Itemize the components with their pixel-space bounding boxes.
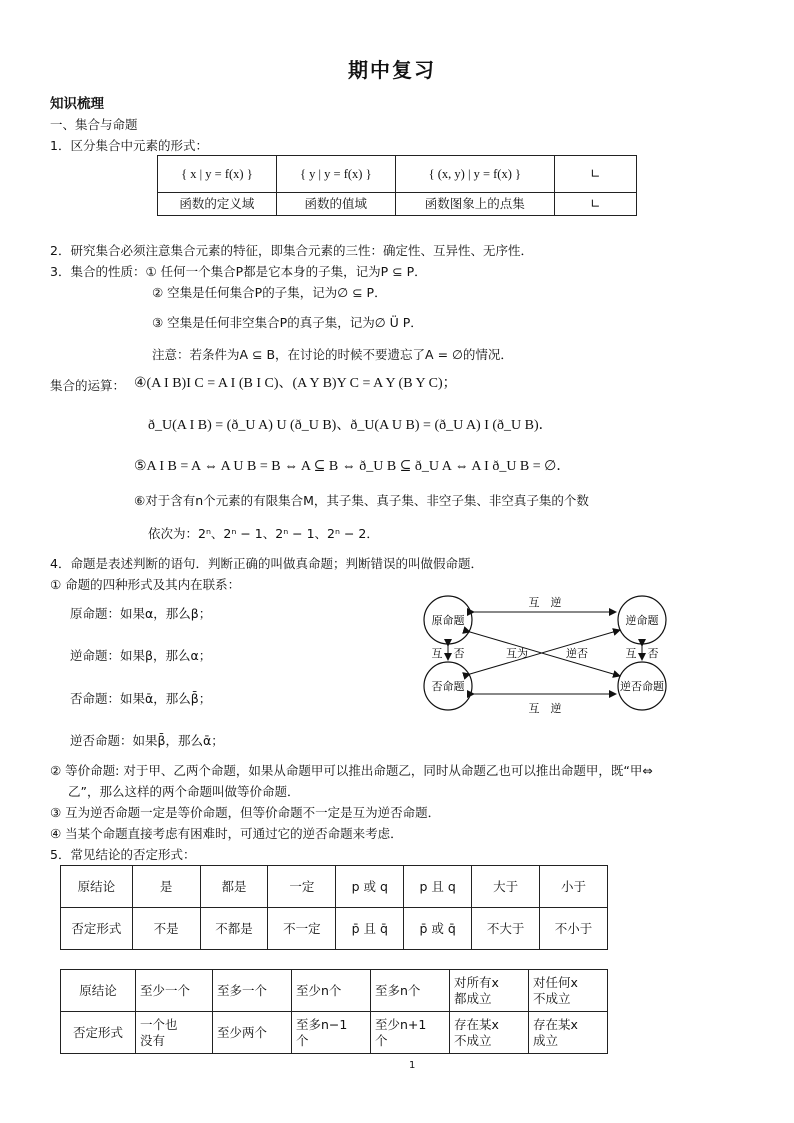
- negation-table-1: [60, 865, 608, 950]
- table1-cell: ∟: [554, 193, 636, 216]
- table3-line: 个: [296, 1032, 309, 1048]
- table1-cell: { x | y = f(x) }: [158, 156, 277, 193]
- table3-line: 存在某x: [454, 1016, 499, 1032]
- page-number: 1: [409, 1060, 416, 1071]
- table1-cell: { (x, y) | y = f(x) }: [395, 156, 554, 193]
- op-4: ④(A I B)I C = A I (B I C)、(A Y B)Y C = A Y (B Y C)；: [134, 376, 457, 391]
- label-top: 互 逆: [528, 596, 562, 609]
- arrow-diagonal-2: [470, 630, 620, 674]
- item-3c: ③ 空集是任何非空集合P的真子集，记为∅ Ü P．: [152, 315, 423, 330]
- table2-cell: 一定: [268, 866, 336, 908]
- table2-cell: 大于: [472, 866, 540, 908]
- form-converse: 逆命题：如果β，那么α；: [70, 648, 212, 663]
- op-4b: ð_U(A I B) = (ð_U A) U (ð_U B)、ð_U(A U B) = (ð_U A) I (ð_U B)．: [148, 418, 553, 433]
- table2-cell: 是: [132, 866, 200, 908]
- section-heading: 知识梳理: [50, 96, 104, 112]
- table3-cell: 至多n个: [371, 970, 450, 1012]
- table3-line: 不成立: [533, 990, 571, 1006]
- table2-cell: 否定形式: [61, 908, 133, 950]
- node-label: 原命题: [431, 614, 465, 627]
- item-4d: ④ 当某个命题直接考虑有困难时，可通过它的逆否命题来考虑．: [50, 826, 403, 841]
- item-3b: ② 空集是任何集合P的子集，记为∅ ⊆ P．: [152, 285, 387, 300]
- arrow-diagonal-1: [470, 632, 620, 676]
- proposition-relation-diagram: [410, 588, 680, 718]
- table2-cell: p̄ 或 q̄: [404, 908, 472, 950]
- table3-line: 一个也: [140, 1016, 178, 1032]
- form-contrapositive: 逆否命题：如果β̄，那么ᾱ；: [70, 733, 224, 748]
- table2-cell: 不是: [132, 908, 200, 950]
- table3-cell: [450, 1012, 529, 1054]
- table3-line: 没有: [140, 1032, 166, 1048]
- table3-line: 至少n+1: [375, 1016, 427, 1032]
- item-3-note: 注意：若条件为A ⊆ B，在讨论的时候不要遗忘了A = ∅的情况．: [152, 347, 513, 362]
- table3-line: 都成立: [454, 990, 492, 1006]
- table2-cell: p̄ 且 q̄: [336, 908, 404, 950]
- label-left-2: 否: [453, 647, 465, 660]
- table1-cell: { y | y = f(x) }: [276, 156, 395, 193]
- table2-cell: 不都是: [200, 908, 268, 950]
- item-3: 3．集合的性质：① 任何一个集合P都是它本身的子集，记为P ⊆ P．: [50, 264, 427, 279]
- node-label: 逆否命题: [620, 680, 664, 693]
- table1-cell: 函数的值域: [276, 193, 395, 216]
- table2-cell: p 且 q: [404, 866, 472, 908]
- item-1: 1．区分集合中元素的形式：: [50, 138, 208, 153]
- item-4: 4．命题是表述判断的语句．判断正确的叫做真命题；判断错误的叫做假命题．: [50, 556, 483, 571]
- table2-cell: p 或 q: [336, 866, 404, 908]
- page-title: 期中复习: [348, 58, 436, 82]
- table3-cell: [292, 1012, 371, 1054]
- table3-cell: 至少一个: [136, 970, 213, 1012]
- table3-cell: [371, 1012, 450, 1054]
- item-4b-cont: 乙”，那么这样的两个命题叫做等价命题．: [68, 784, 300, 799]
- item-4b: ② 等价命题: 对于甲、乙两个命题，如果从命题甲可以推出命题乙，同时从命题乙也可以推出命题甲，既“甲⇔: [50, 763, 653, 778]
- table3-cell: [529, 1012, 608, 1054]
- table1-cell: 函数图象上的点集: [395, 193, 554, 216]
- table3-line: 对所有x: [454, 974, 499, 990]
- op-6: ⑥对于含有n个元素的有限集合M，其子集、真子集、非空子集、非空真子集的个数: [134, 493, 589, 508]
- table2-cell: 不小于: [540, 908, 608, 950]
- table2-cell: 小于: [540, 866, 608, 908]
- label-bottom: 互 逆: [528, 702, 562, 715]
- table3-line: 对任何x: [533, 974, 578, 990]
- form-original: 原命题：如果α，那么β；: [70, 606, 212, 621]
- op-5: ⑤A I B = A ⇔ A U B = B ⇔ A ⊆ B ⇔ ð_U B ⊆ ð_U A ⇔ A I ð_U B = ∅．: [134, 459, 571, 474]
- table2-cell: 原结论: [61, 866, 133, 908]
- table3-cell: 至少两个: [213, 1012, 292, 1054]
- table3-cell: 至少n个: [292, 970, 371, 1012]
- ops-label: 集合的运算：: [50, 378, 126, 393]
- table3-cell: [136, 1012, 213, 1054]
- table3-line: 个: [375, 1032, 388, 1048]
- table1-cell: ∟: [554, 156, 636, 193]
- subsection-heading: 一、集合与命题: [50, 117, 138, 132]
- table3-line: 存在某x: [533, 1016, 578, 1032]
- item-2: 2．研究集合必须注意集合元素的特征，即集合元素的三性：确定性、互异性、无序性．: [50, 243, 533, 258]
- label-right-1: 互: [625, 647, 637, 660]
- node-label: 逆命题: [625, 614, 659, 627]
- table2-cell: 都是: [200, 866, 268, 908]
- op-6b: 依次为：2ⁿ、2ⁿ − 1、2ⁿ − 1、2ⁿ − 2．: [148, 526, 379, 541]
- item-5: 5．常见结论的否定形式：: [50, 847, 196, 862]
- table3-cell: [529, 970, 608, 1012]
- item-4a: ① 命题的四种形式及其内在联系：: [50, 577, 241, 592]
- table2-cell: 不大于: [472, 908, 540, 950]
- form-inverse: 否命题：如果ᾱ，那么β̄；: [70, 691, 212, 706]
- node-label: 否命题: [431, 680, 465, 693]
- label-left-1: 互: [431, 647, 443, 660]
- label-cross-2: 逆否: [566, 647, 588, 660]
- table3-cell: 至多一个: [213, 970, 292, 1012]
- table3-cell: 否定形式: [61, 1012, 136, 1054]
- table2-cell: 不一定: [268, 908, 336, 950]
- table1-cell: 函数的定义域: [158, 193, 277, 216]
- item-4c: ③ 互为逆否命题一定是等价命题，但等价命题不一定是互为逆否命题．: [50, 805, 441, 820]
- table3-line: 成立: [533, 1032, 559, 1048]
- table3-line: 至多n−1: [296, 1016, 348, 1032]
- element-form-table: [157, 155, 637, 216]
- label-cross-1: 互为: [506, 647, 528, 660]
- label-right-2: 否: [647, 647, 659, 660]
- negation-table-2: [60, 969, 608, 1054]
- table3-cell: [450, 970, 529, 1012]
- table3-line: 不成立: [454, 1032, 492, 1048]
- table3-cell: 原结论: [61, 970, 136, 1012]
